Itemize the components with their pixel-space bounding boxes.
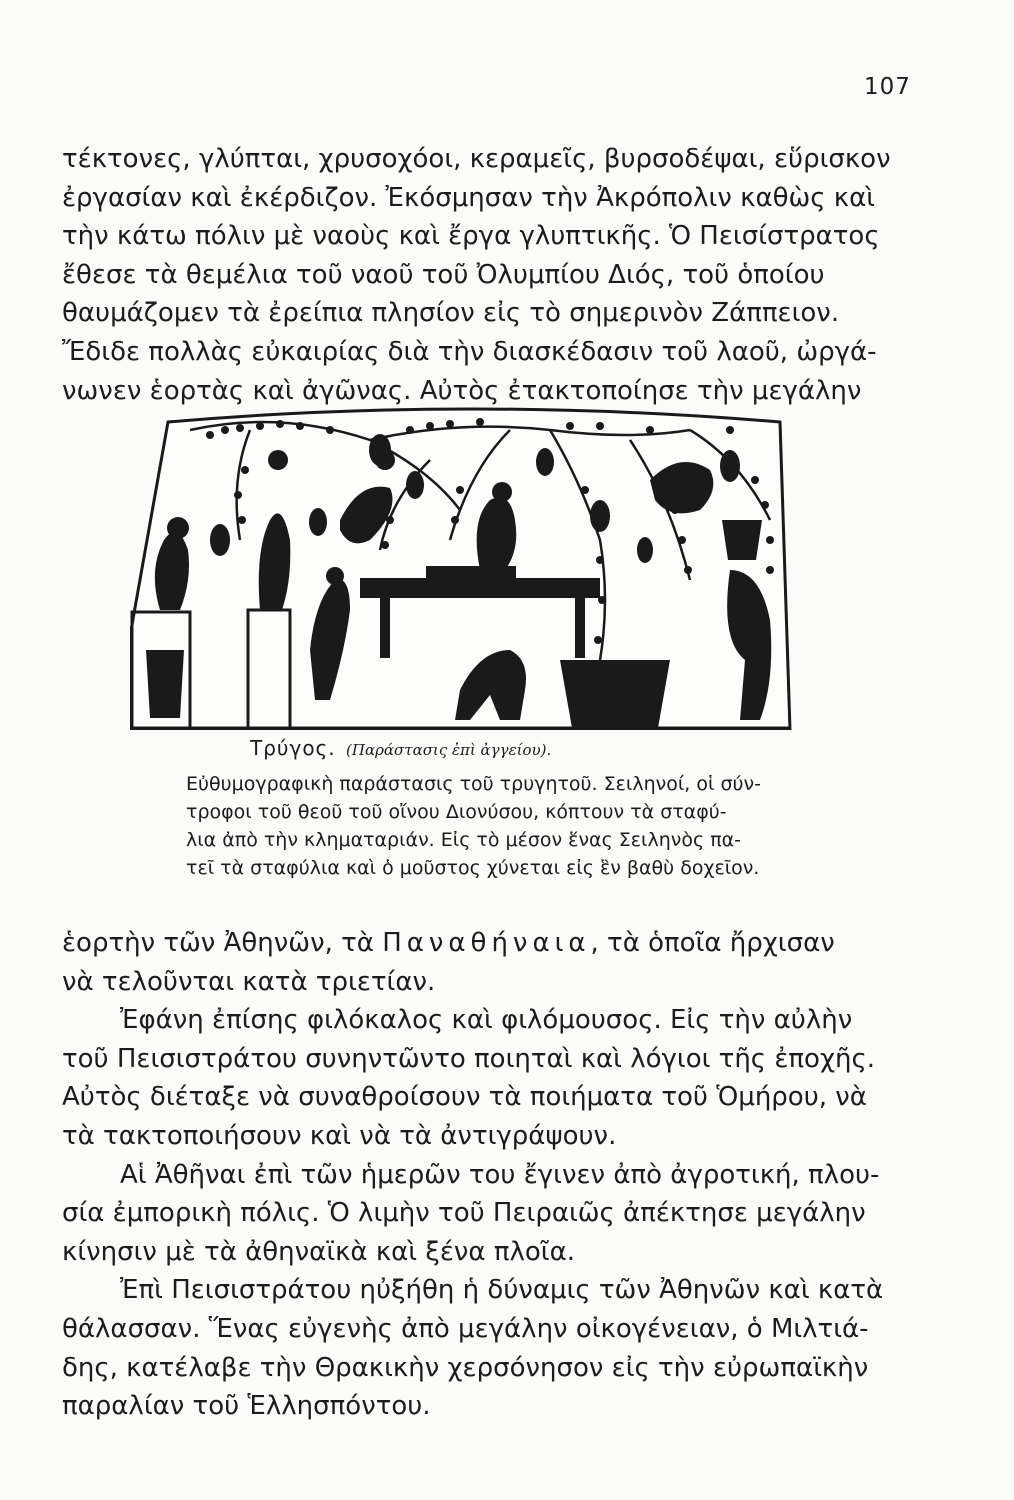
text-line: [62, 924, 922, 963]
text-line: τοῦ Πεισιστράτου συνηντῶντο ποιηταὶ καὶ λόγιοι τῆς ἐποχῆς.: [62, 1043, 875, 1074]
text-fragment: ἑορτὴν τῶν Ἀθηνῶν, τὰ: [62, 928, 383, 958]
bottom-paragraph: [62, 924, 922, 1426]
figure-caption: [250, 736, 551, 760]
text-line: Αἱ Ἀθῆναι ἐπὶ τῶν ἡμερῶν του ἔγινεν ἀπὸ ἀγροτική, πλου-: [120, 1159, 880, 1190]
text-line: ἐργασίαν καὶ ἐκέρδιζον. Ἐκόσμησαν τὴν Ἀκρόπολιν καθὼς καὶ: [62, 182, 876, 213]
vase-painting-illustration: [130, 400, 810, 730]
text-line: σία ἐμπορικὴ πόλις. Ὁ λιμὴν τοῦ Πειραιῶς ἀπέκτησε μεγάλην: [62, 1198, 866, 1229]
text-line: νὰ τελοῦνται κατὰ τριετίαν.: [62, 966, 436, 997]
page-number: 107: [864, 74, 911, 100]
text-line: τὰ τακτοποιήσουν καὶ νὰ τὰ ἀντιγράψουν.: [62, 1120, 617, 1151]
text-line: Ἔδιδε πολλὰς εὐκαιρίας διὰ τὴν διασκέδασιν τοῦ λαοῦ, ὠργά-: [62, 336, 877, 367]
description-line: λια ἀπὸ τὴν κληματαριάν. Εἰς τὸ μέσον ἕνας Σειληνὸς πα-: [186, 829, 742, 851]
vase-painting-figure: [130, 400, 810, 730]
top-paragraph: [62, 140, 922, 410]
description-line: τεῖ τὰ σταφύλια καὶ ὁ μοῦστος χύνεται εἰς ἓν βαθὺ δοχεῖον.: [186, 857, 760, 879]
text-line: παραλίαν τοῦ Ἑλλησπόντου.: [62, 1391, 431, 1422]
caption-title: Τρύγος.: [250, 736, 336, 760]
text-line: τέκτονες, γλύπται, χρυσοχόοι, κεραμεῖς, βυρσοδέψαι, εὕρισκον: [62, 144, 891, 174]
panathenaia-term: Παναθήναια: [382, 928, 591, 958]
text-line: θάλασσαν. Ἕνας εὐγενὴς ἀπὸ μεγάλην οἰκογένειαν, ὁ Μιλτιά-: [62, 1313, 869, 1344]
text-line: Αὐτὸς διέταξε νὰ συναθροίσουν τὰ ποιήματα τοῦ Ὁμήρου, νὰ: [62, 1082, 867, 1113]
caption-source: (Παράστασις ἐπὶ ἀγγείου).: [346, 741, 552, 759]
description-line: Εὐθυμογραφικὴ παράστασις τοῦ τρυγητοῦ. Σειληνοί, οἱ σύν-: [186, 773, 761, 795]
text-line: Ἐπὶ Πεισιστράτου ηὐξήθη ἡ δύναμις τῶν Ἀθηνῶν καὶ κατὰ: [120, 1275, 884, 1306]
text-line: τὴν κάτω πόλιν μὲ ναοὺς καὶ ἔργα γλυπτικῆς. Ὁ Πεισίστρατος: [62, 221, 880, 252]
description-line: τροφοι τοῦ θεοῦ τοῦ οἴνου Διονύσου, κόπτουν τὰ σταφύ-: [186, 801, 727, 823]
text-line: κίνησιν μὲ τὰ ἀθηναϊκὰ καὶ ξένα πλοῖα.: [62, 1236, 575, 1267]
text-fragment: , τὰ ὁποῖα ἤρχισαν: [590, 928, 835, 958]
text-line: νωνεν ἑορτὰς καὶ ἀγῶνας. Αὐτὸς ἐτακτοποίησε τὴν μεγάλην: [62, 375, 862, 406]
text-line: θαυμάζομεν τὰ ἐρείπια πλησίον εἰς τὸ σημερινὸν Ζάππειον.: [62, 298, 840, 329]
text-line: ἔθεσε τὰ θεμέλια τοῦ ναοῦ τοῦ Ὀλυμπίου Διός, τοῦ ὁποίου: [62, 259, 825, 290]
text-line: δης, κατέλαβε τὴν Θρακικὴν χερσόνησον εἰς τὴν εὐρωπαϊκὴν: [62, 1352, 869, 1383]
figure-description: [186, 770, 866, 882]
text-line: Ἐφάνη ἐπίσης φιλόκαλος καὶ φιλόμουσος. Εἰς τὴν αὐλὴν: [120, 1005, 853, 1036]
